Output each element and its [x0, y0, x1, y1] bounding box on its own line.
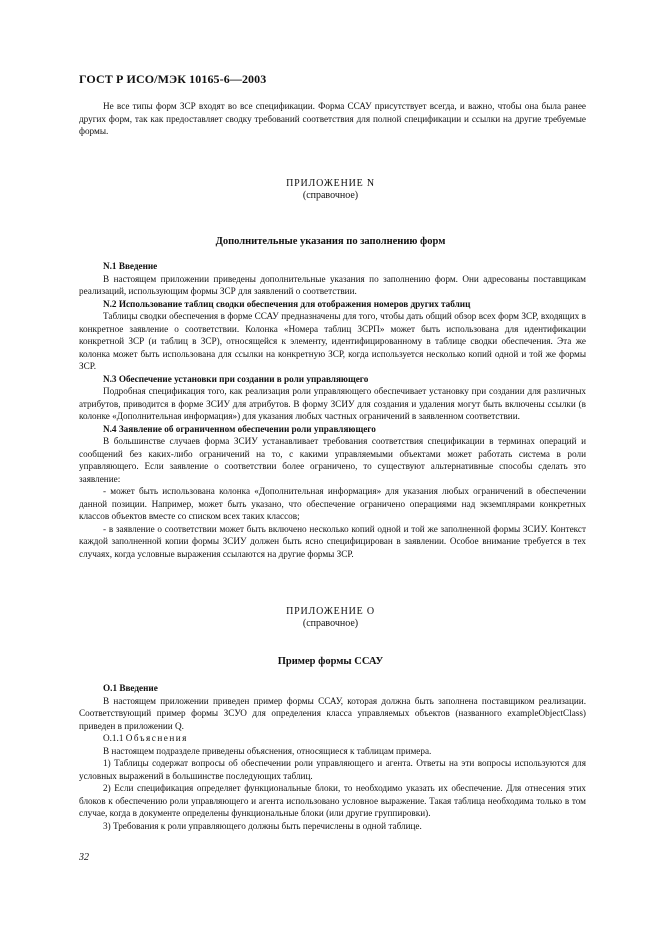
- o1-heading: О.1 Введение: [103, 683, 158, 693]
- appendix-n-heading: [0, 178, 661, 202]
- n4-paragraph: В большинстве случаев форма ЗСИУ устанавливает требования соответствия спецификации в терминах операций и сообщений без каких-либо ограничений на то, с какими управляемыми объектами может работать система в роли управляющего. Если заявление о соответствии более ограничено, то существуют альтернативные способы сделать это заявление:: [79, 436, 586, 484]
- appendix-o-heading: [0, 606, 661, 630]
- appendix-n-body: [79, 260, 586, 560]
- intro-paragraph: Не все типы форм ЗСР входят во все спецификации. Форма ССАУ присутствует всегда, и важно, чтобы она была ранее других форм, так как предоставляет сводку требований соответствия для полной спецификации и ссылки на другие требуемые формы.: [79, 101, 586, 136]
- n1-paragraph: В настоящем приложении приведены дополнительные указания по заполнению форм. Они адресованы поставщикам реализаций, использующим формы ЗСР для заявлений о соответствии.: [79, 273, 586, 296]
- o11-heading: [79, 732, 586, 745]
- n2-heading: N.2 Использование таблиц сводки обеспечения для отображения номеров других таблиц: [103, 298, 471, 309]
- o1-paragraph: В настоящем приложении приведен пример формы ССАУ, которая должна быть заполнена поставщиком реализации. Соответствующий пример формы ЗСУО для определения класса управляемых объектов (названного exampleObjectClass) приведен в приложении Q.: [79, 695, 586, 731]
- o11-number: О.1.1: [103, 733, 124, 743]
- o11-list-item: 3) Требования к роли управляющего должны быть перечислены в одной таблице.: [103, 820, 422, 831]
- appendix-o-section-title: Пример формы ССАУ: [277, 656, 384, 667]
- appendix-n-note: (справочное): [302, 190, 359, 201]
- n4-list-item: - может быть использована колонка «Дополнительная информация» для указания любых ограничений в обеспечении данной позиции. Например, может быть указано, что обеспечение ограничено операциями над экземплярами конкретных классов объектов вместе со списком всех таких классов;: [79, 486, 586, 521]
- o11-paragraph: В настоящем подразделе приведены объяснения, относящиеся к таблицам примера.: [103, 745, 432, 756]
- appendix-o-title: ПРИЛОЖЕНИЕ О: [286, 606, 375, 617]
- n4-heading: N.4 Заявление об ограниченном обеспечении роли управляющего: [103, 423, 376, 434]
- appendix-o-body: [79, 682, 586, 832]
- appendix-o-note: (справочное): [302, 618, 359, 629]
- o11-title: Объяснения: [125, 733, 188, 743]
- n4-list-item: - в заявление о соответствии может быть включено несколько копий одной и той же заполненной формы ЗСИУ. Контекст каждой заполненной копии формы ЗСИУ должен быть ясно специфицирован в заявлении. Особое внимание требуется в тех случаях, когда условные выражения ссылаются на другие формы ЗСР.: [79, 523, 586, 559]
- o11-list-item: 1) Таблицы содержат вопросы об обеспечении роли управляющего и агента. Ответы на эти вопросы используются для условных выражений в большинстве последующих таблиц.: [79, 758, 586, 781]
- n1-heading: N.1 Введение: [103, 261, 158, 271]
- n2-paragraph: Таблицы сводки обеспечения в форме ССАУ предназначены для того, чтобы дать общий обзор всех форм ЗСР, входящих в конкретное заявление о соответствии. Колонка «Номера таблиц ЗСРП» может быть использована для идентификации конкретной ЗСР (и таблиц в ЗСР), относящейся к элементу, идентифицированному в таблице сводки обеспечения. Эта же колонка может быть использована для ссылки на конкретную ЗСР, когда используется несколько копий одной и той же формы ЗСР.: [79, 311, 586, 371]
- o11-list-item: 2) Если спецификация определяет функциональные блоки, то необходимо указать их обеспечение. Для отнесения этих блоков к обеспечению роли управляющего и агента использовано условное выражение. Такая таблица необходима только в том случае, когда в документе определены функциональные блоки (или другие группировки).: [79, 783, 586, 818]
- page-number: 32: [79, 852, 89, 863]
- document-header: ГОСТ Р ИСО/МЭК 10165-6—2003: [79, 72, 267, 86]
- intro-block: [79, 100, 586, 138]
- appendix-n-title: ПРИЛОЖЕНИЕ N: [286, 178, 375, 189]
- n3-heading: N.3 Обеспечение установки при создании в роли управляющего: [103, 373, 369, 384]
- appendix-n-section-title: Дополнительные указания по заполнению форм: [215, 236, 446, 247]
- n3-paragraph: Подробная спецификация того, как реализация роли управляющего обеспечивает установку при создании для различных атрибутов, приводится в форме ЗСИУ для атрибутов. В форму ЗСИУ для создания и удаления могут быть включены ссылки (в колонке «Дополнительная информация») для указания любых частных ограничений в заявленном соответствии.: [79, 386, 586, 421]
